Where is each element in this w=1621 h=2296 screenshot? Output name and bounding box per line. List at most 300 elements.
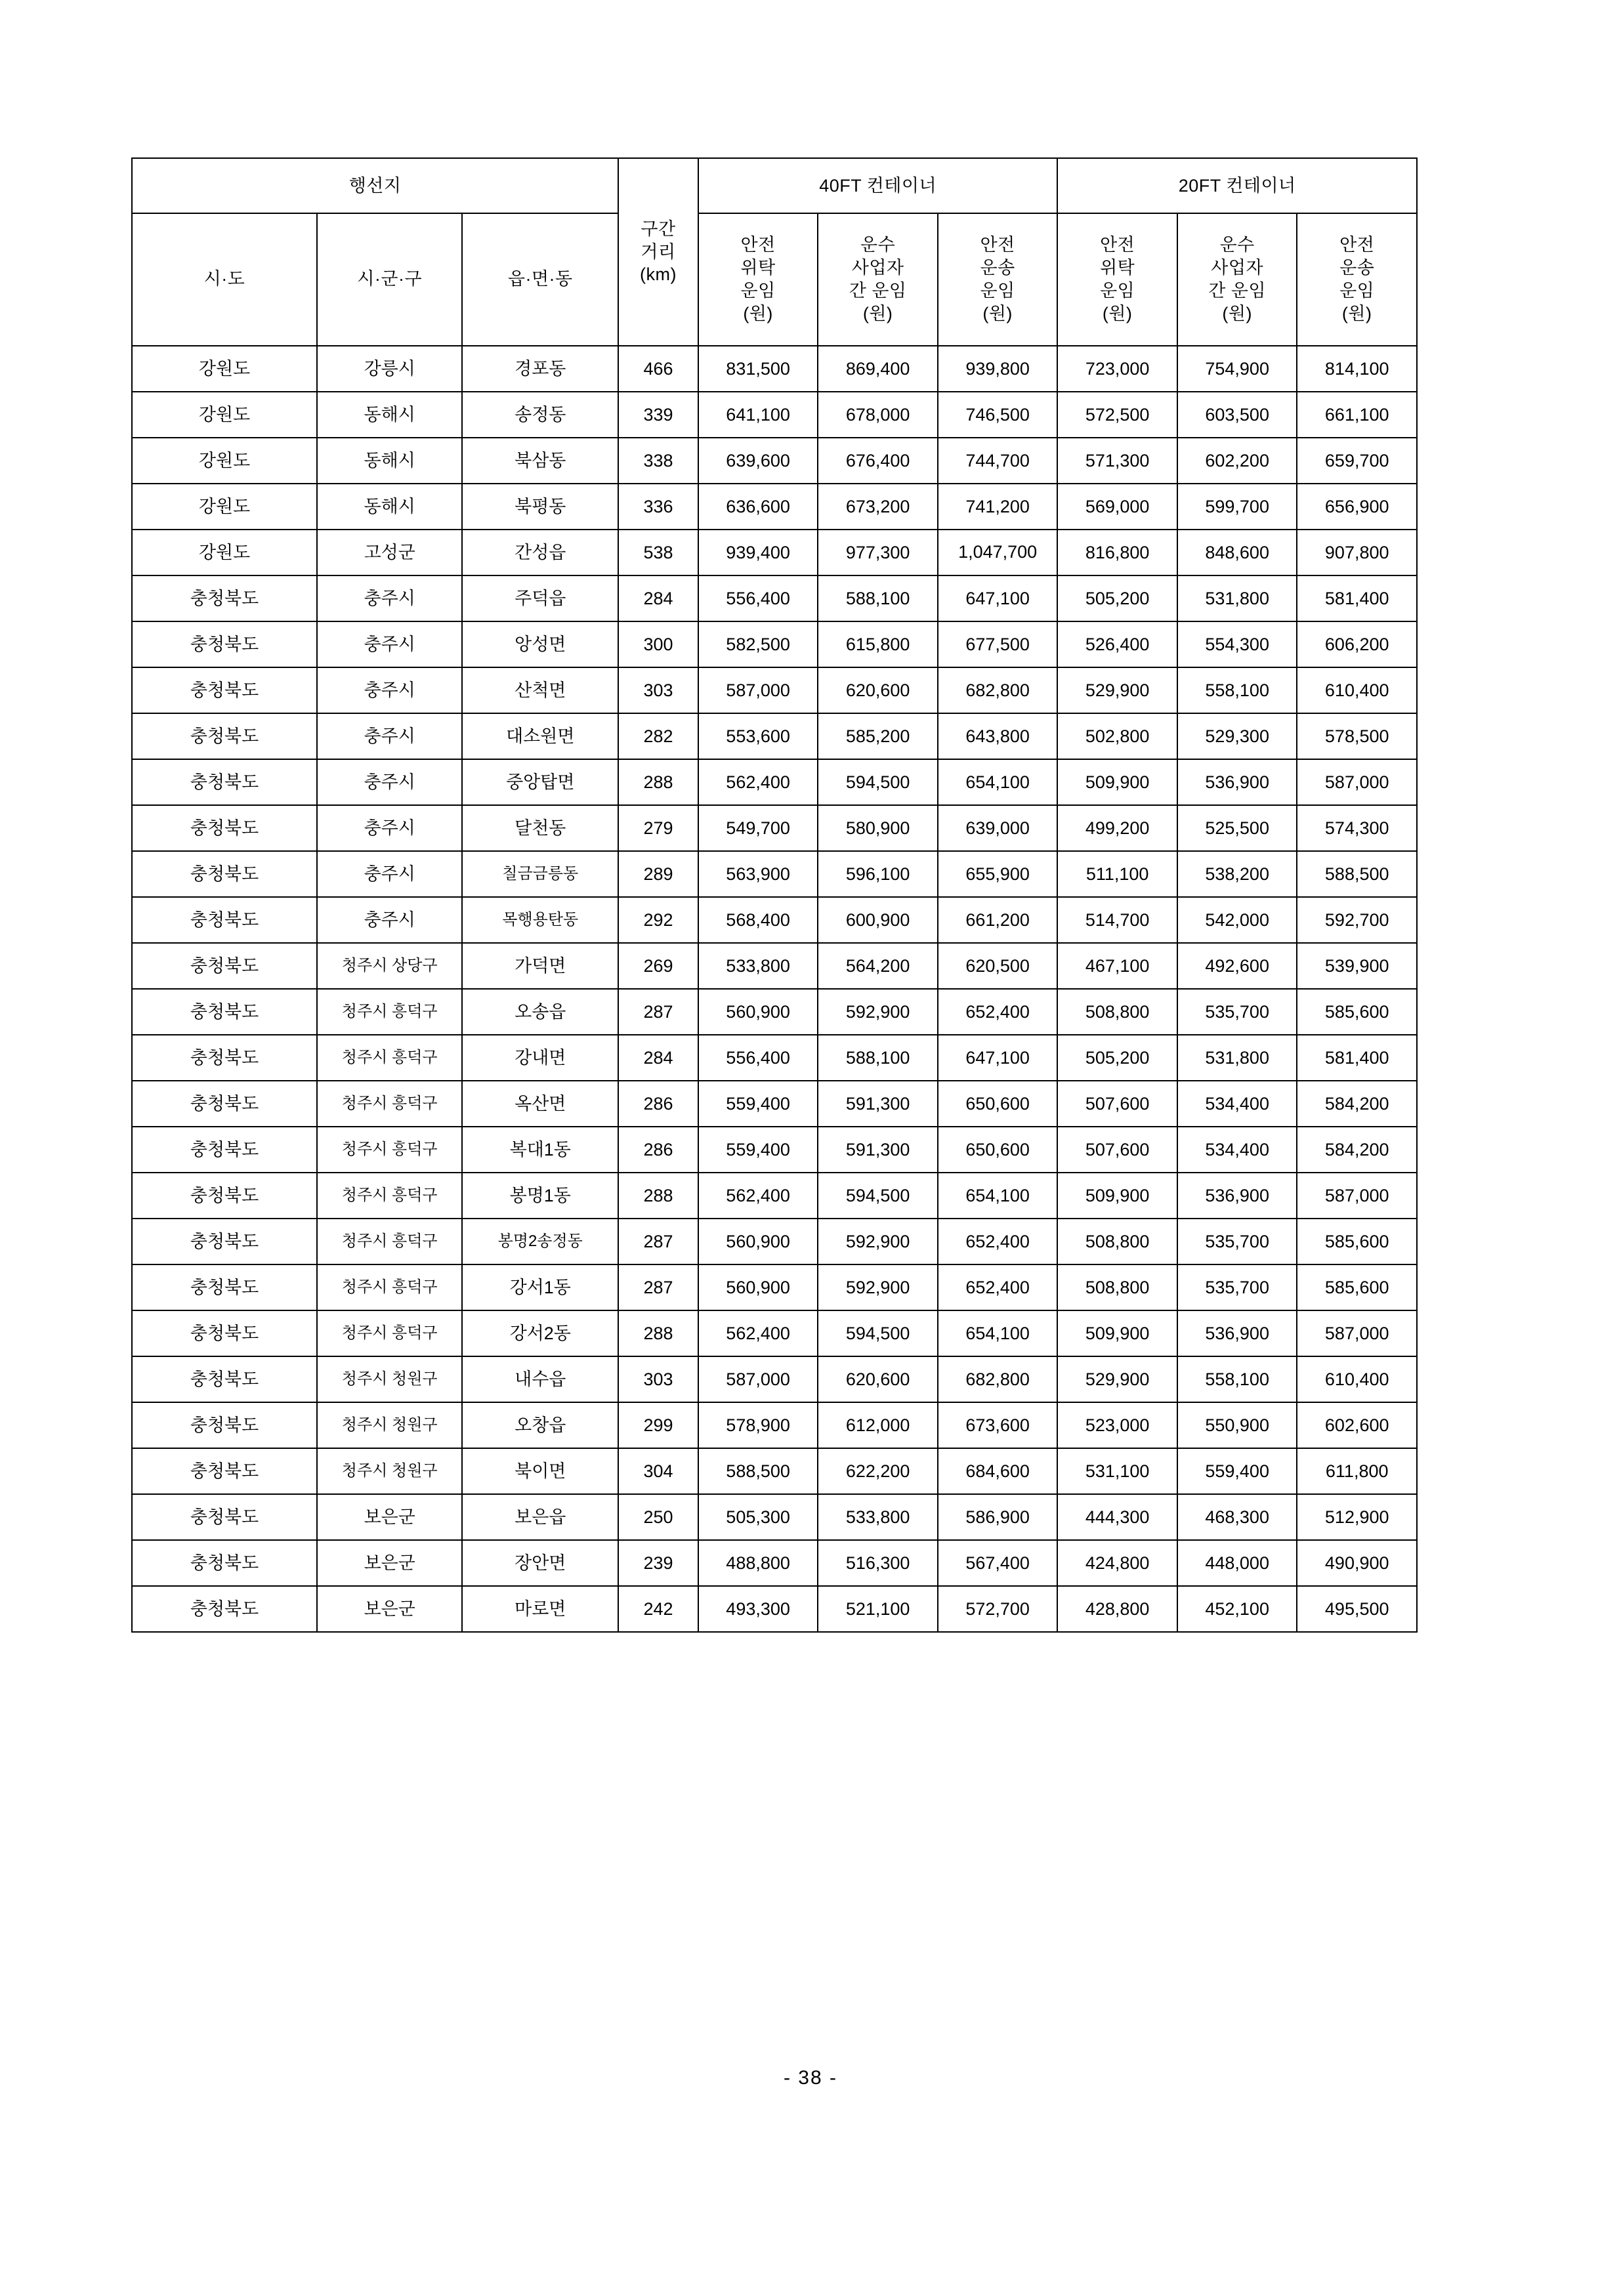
cell-eupmyeondong: 봉명2송정동 <box>462 1219 618 1264</box>
cell-40ft-safe-consign: 556,400 <box>698 1035 818 1081</box>
cell-20ft-safe-consign: 508,800 <box>1057 1264 1177 1310</box>
cell-20ft-safe-transport: 602,600 <box>1297 1402 1417 1448</box>
cell-40ft-safe-consign: 560,900 <box>698 989 818 1035</box>
cell-20ft-carrier: 550,900 <box>1177 1402 1297 1448</box>
cell-20ft-safe-consign: 723,000 <box>1057 346 1177 392</box>
table-row <box>132 851 1417 897</box>
cell-distance: 282 <box>618 713 698 759</box>
table-row <box>132 667 1417 713</box>
cell-sido: 강원도 <box>132 484 317 530</box>
cell-distance: 287 <box>618 1219 698 1264</box>
header-40ft-carrier-l3: 간 운임 <box>849 281 907 301</box>
table-row <box>132 1081 1417 1127</box>
cell-20ft-carrier: 602,200 <box>1177 438 1297 484</box>
freight-rate-table <box>131 157 1418 1633</box>
header-40ft-safe-consign-l3: 운임 <box>740 281 776 301</box>
cell-sido: 충청북도 <box>132 1494 317 1540</box>
cell-20ft-carrier: 599,700 <box>1177 484 1297 530</box>
cell-20ft-safe-transport: 611,800 <box>1297 1448 1417 1494</box>
header-40ft-safe-transport-l1: 안전 <box>980 234 1015 255</box>
cell-40ft-safe-consign: 562,400 <box>698 1310 818 1356</box>
header-40ft-safe-transport-l4: (원) <box>982 304 1013 324</box>
cell-20ft-safe-consign: 507,600 <box>1057 1081 1177 1127</box>
cell-20ft-carrier: 754,900 <box>1177 346 1297 392</box>
cell-distance: 339 <box>618 392 698 438</box>
cell-sido: 충청북도 <box>132 1402 317 1448</box>
cell-40ft-carrier: 594,500 <box>818 759 938 805</box>
cell-20ft-carrier: 525,500 <box>1177 805 1297 851</box>
cell-eupmyeondong: 앙성면 <box>462 621 618 667</box>
header-40ft-carrier-l1: 운수 <box>860 234 896 255</box>
cell-40ft-safe-transport: 654,100 <box>938 1310 1058 1356</box>
cell-distance: 304 <box>618 1448 698 1494</box>
cell-20ft-safe-transport: 539,900 <box>1297 943 1417 989</box>
cell-20ft-safe-consign: 523,000 <box>1057 1402 1177 1448</box>
cell-40ft-safe-transport: 652,400 <box>938 1264 1058 1310</box>
cell-20ft-safe-transport: 814,100 <box>1297 346 1417 392</box>
table-row <box>132 1586 1417 1632</box>
cell-40ft-safe-consign: 939,400 <box>698 530 818 575</box>
cell-eupmyeondong: 오창읍 <box>462 1402 618 1448</box>
cell-sido: 충청북도 <box>132 1540 317 1586</box>
cell-20ft-safe-transport: 610,400 <box>1297 667 1417 713</box>
cell-sido: 충청북도 <box>132 1173 317 1219</box>
cell-eupmyeondong: 복대1동 <box>462 1127 618 1173</box>
cell-sigungu: 청주시 상당구 <box>317 943 462 989</box>
cell-20ft-carrier: 529,300 <box>1177 713 1297 759</box>
cell-sigungu: 충주시 <box>317 851 462 897</box>
cell-sido: 강원도 <box>132 530 317 575</box>
cell-40ft-safe-consign: 562,400 <box>698 1173 818 1219</box>
table-row <box>132 1310 1417 1356</box>
cell-40ft-safe-transport: 650,600 <box>938 1081 1058 1127</box>
cell-eupmyeondong: 달천동 <box>462 805 618 851</box>
cell-sido: 강원도 <box>132 392 317 438</box>
cell-20ft-safe-consign: 526,400 <box>1057 621 1177 667</box>
cell-20ft-carrier: 534,400 <box>1177 1081 1297 1127</box>
cell-eupmyeondong: 내수읍 <box>462 1356 618 1402</box>
cell-20ft-safe-transport: 585,600 <box>1297 989 1417 1035</box>
cell-sigungu: 충주시 <box>317 897 462 943</box>
table-row <box>132 1402 1417 1448</box>
header-distance <box>618 158 698 346</box>
cell-sido: 충청북도 <box>132 1448 317 1494</box>
cell-20ft-safe-transport: 592,700 <box>1297 897 1417 943</box>
header-40ft-safe-transport <box>938 213 1058 346</box>
cell-40ft-safe-transport: 650,600 <box>938 1127 1058 1173</box>
cell-40ft-carrier: 676,400 <box>818 438 938 484</box>
cell-sido: 충청북도 <box>132 667 317 713</box>
cell-20ft-safe-consign: 509,900 <box>1057 759 1177 805</box>
cell-sigungu: 보은군 <box>317 1586 462 1632</box>
cell-eupmyeondong: 대소원면 <box>462 713 618 759</box>
cell-distance: 292 <box>618 897 698 943</box>
cell-sido: 충청북도 <box>132 621 317 667</box>
cell-20ft-carrier: 559,400 <box>1177 1448 1297 1494</box>
cell-20ft-safe-transport: 661,100 <box>1297 392 1417 438</box>
table-row <box>132 1494 1417 1540</box>
cell-eupmyeondong: 봉명1동 <box>462 1173 618 1219</box>
header-20ft-safe-consign <box>1057 213 1177 346</box>
cell-sigungu: 보은군 <box>317 1540 462 1586</box>
cell-sigungu: 충주시 <box>317 713 462 759</box>
cell-sido: 충청북도 <box>132 575 317 621</box>
cell-40ft-safe-consign: 641,100 <box>698 392 818 438</box>
cell-40ft-safe-consign: 568,400 <box>698 897 818 943</box>
cell-40ft-carrier: 516,300 <box>818 1540 938 1586</box>
cell-eupmyeondong: 북삼동 <box>462 438 618 484</box>
table-row <box>132 575 1417 621</box>
header-40ft-safe-consign <box>698 213 818 346</box>
header-20ft-safe-transport-l4: (원) <box>1341 304 1372 324</box>
cell-20ft-safe-consign: 499,200 <box>1057 805 1177 851</box>
cell-40ft-safe-transport: 572,700 <box>938 1586 1058 1632</box>
cell-40ft-carrier: 591,300 <box>818 1081 938 1127</box>
header-sido: 시·도 <box>132 213 317 346</box>
cell-sido: 충청북도 <box>132 1310 317 1356</box>
cell-40ft-safe-consign: 563,900 <box>698 851 818 897</box>
cell-20ft-safe-transport: 495,500 <box>1297 1586 1417 1632</box>
cell-sigungu: 청주시 흥덕구 <box>317 1127 462 1173</box>
cell-sigungu: 충주시 <box>317 667 462 713</box>
cell-eupmyeondong: 송정동 <box>462 392 618 438</box>
cell-sigungu: 청주시 흥덕구 <box>317 1264 462 1310</box>
header-distance-line3: (km) <box>640 264 677 285</box>
cell-40ft-carrier: 533,800 <box>818 1494 938 1540</box>
cell-eupmyeondong: 보은읍 <box>462 1494 618 1540</box>
cell-20ft-safe-transport: 587,000 <box>1297 1173 1417 1219</box>
cell-40ft-safe-consign: 549,700 <box>698 805 818 851</box>
cell-20ft-safe-transport: 578,500 <box>1297 713 1417 759</box>
cell-distance: 288 <box>618 759 698 805</box>
cell-40ft-carrier: 592,900 <box>818 989 938 1035</box>
cell-20ft-safe-transport: 587,000 <box>1297 759 1417 805</box>
cell-eupmyeondong: 중앙탑면 <box>462 759 618 805</box>
cell-eupmyeondong: 간성읍 <box>462 530 618 575</box>
cell-sido: 충청북도 <box>132 1356 317 1402</box>
cell-sido: 충청북도 <box>132 1586 317 1632</box>
header-distance-line2: 거리 <box>641 241 676 262</box>
cell-20ft-carrier: 536,900 <box>1177 1310 1297 1356</box>
cell-40ft-safe-consign: 505,300 <box>698 1494 818 1540</box>
cell-distance: 284 <box>618 1035 698 1081</box>
header-20ft-carrier-l1: 운수 <box>1219 234 1255 255</box>
cell-40ft-carrier: 592,900 <box>818 1219 938 1264</box>
cell-distance: 299 <box>618 1402 698 1448</box>
table-row <box>132 392 1417 438</box>
cell-distance: 286 <box>618 1127 698 1173</box>
cell-40ft-carrier: 592,900 <box>818 1264 938 1310</box>
cell-40ft-safe-transport: 677,500 <box>938 621 1058 667</box>
table-row <box>132 621 1417 667</box>
cell-40ft-safe-transport: 652,400 <box>938 989 1058 1035</box>
cell-40ft-carrier: 588,100 <box>818 1035 938 1081</box>
cell-sigungu: 고성군 <box>317 530 462 575</box>
cell-40ft-carrier: 612,000 <box>818 1402 938 1448</box>
cell-20ft-carrier: 542,000 <box>1177 897 1297 943</box>
table-row <box>132 1127 1417 1173</box>
cell-20ft-safe-transport: 656,900 <box>1297 484 1417 530</box>
table-row <box>132 759 1417 805</box>
cell-20ft-safe-transport: 606,200 <box>1297 621 1417 667</box>
cell-40ft-carrier: 591,300 <box>818 1127 938 1173</box>
cell-distance: 286 <box>618 1081 698 1127</box>
cell-sido: 충청북도 <box>132 1127 317 1173</box>
cell-40ft-safe-transport: 744,700 <box>938 438 1058 484</box>
cell-20ft-carrier: 535,700 <box>1177 1219 1297 1264</box>
cell-sigungu: 청주시 청원구 <box>317 1356 462 1402</box>
table-body <box>132 346 1417 1632</box>
cell-sigungu: 청주시 흥덕구 <box>317 1035 462 1081</box>
cell-20ft-carrier: 554,300 <box>1177 621 1297 667</box>
cell-20ft-safe-transport: 581,400 <box>1297 575 1417 621</box>
cell-sigungu: 청주시 흥덕구 <box>317 1310 462 1356</box>
cell-40ft-safe-consign: 560,900 <box>698 1219 818 1264</box>
cell-20ft-safe-transport: 588,500 <box>1297 851 1417 897</box>
cell-40ft-safe-consign: 636,600 <box>698 484 818 530</box>
table-row <box>132 897 1417 943</box>
header-group-20ft: 20FT 컨테이너 <box>1057 158 1417 213</box>
cell-20ft-safe-consign: 508,800 <box>1057 989 1177 1035</box>
cell-20ft-safe-consign: 511,100 <box>1057 851 1177 897</box>
cell-40ft-safe-transport: 655,900 <box>938 851 1058 897</box>
cell-40ft-safe-consign: 588,500 <box>698 1448 818 1494</box>
cell-40ft-safe-transport: 684,600 <box>938 1448 1058 1494</box>
table-row <box>132 989 1417 1035</box>
cell-eupmyeondong: 강서2동 <box>462 1310 618 1356</box>
cell-20ft-carrier: 536,900 <box>1177 1173 1297 1219</box>
cell-20ft-carrier: 848,600 <box>1177 530 1297 575</box>
cell-sigungu: 청주시 흥덕구 <box>317 1173 462 1219</box>
cell-20ft-safe-consign: 529,900 <box>1057 1356 1177 1402</box>
cell-40ft-carrier: 596,100 <box>818 851 938 897</box>
cell-40ft-carrier: 580,900 <box>818 805 938 851</box>
table-row <box>132 805 1417 851</box>
cell-eupmyeondong: 오송읍 <box>462 989 618 1035</box>
cell-distance: 466 <box>618 346 698 392</box>
header-40ft-safe-consign-l1: 안전 <box>740 234 776 255</box>
cell-sigungu: 청주시 흥덕구 <box>317 989 462 1035</box>
cell-40ft-safe-transport: 654,100 <box>938 1173 1058 1219</box>
cell-20ft-safe-consign: 444,300 <box>1057 1494 1177 1540</box>
cell-40ft-safe-transport: 647,100 <box>938 575 1058 621</box>
cell-40ft-safe-consign: 488,800 <box>698 1540 818 1586</box>
cell-distance: 303 <box>618 667 698 713</box>
cell-40ft-safe-consign: 559,400 <box>698 1081 818 1127</box>
cell-eupmyeondong: 경포동 <box>462 346 618 392</box>
cell-20ft-safe-consign: 529,900 <box>1057 667 1177 713</box>
cell-distance: 287 <box>618 989 698 1035</box>
cell-40ft-safe-transport: 652,400 <box>938 1219 1058 1264</box>
cell-40ft-safe-transport: 567,400 <box>938 1540 1058 1586</box>
cell-20ft-safe-transport: 585,600 <box>1297 1264 1417 1310</box>
cell-40ft-carrier: 620,600 <box>818 1356 938 1402</box>
cell-eupmyeondong: 강내면 <box>462 1035 618 1081</box>
cell-40ft-safe-consign: 578,900 <box>698 1402 818 1448</box>
table-row <box>132 1540 1417 1586</box>
cell-40ft-carrier: 588,100 <box>818 575 938 621</box>
cell-sido: 충청북도 <box>132 805 317 851</box>
header-20ft-safe-consign-l4: (원) <box>1102 304 1133 324</box>
table-header <box>132 158 1417 346</box>
cell-distance: 289 <box>618 851 698 897</box>
cell-20ft-carrier: 603,500 <box>1177 392 1297 438</box>
header-20ft-safe-transport-l1: 안전 <box>1339 234 1375 255</box>
cell-20ft-safe-transport: 584,200 <box>1297 1081 1417 1127</box>
cell-sigungu: 충주시 <box>317 575 462 621</box>
cell-20ft-safe-transport: 574,300 <box>1297 805 1417 851</box>
header-20ft-safe-consign-l1: 안전 <box>1100 234 1135 255</box>
cell-sido: 충청북도 <box>132 713 317 759</box>
cell-20ft-safe-consign: 508,800 <box>1057 1219 1177 1264</box>
table-row <box>132 1356 1417 1402</box>
cell-distance: 538 <box>618 530 698 575</box>
header-40ft-carrier-l4: (원) <box>862 304 893 324</box>
cell-sigungu: 충주시 <box>317 621 462 667</box>
cell-40ft-safe-transport: 647,100 <box>938 1035 1058 1081</box>
cell-distance: 279 <box>618 805 698 851</box>
cell-distance: 336 <box>618 484 698 530</box>
cell-sido: 충청북도 <box>132 851 317 897</box>
cell-eupmyeondong: 주덕읍 <box>462 575 618 621</box>
cell-sigungu: 동해시 <box>317 392 462 438</box>
cell-40ft-safe-consign: 533,800 <box>698 943 818 989</box>
table-row <box>132 943 1417 989</box>
cell-20ft-carrier: 448,000 <box>1177 1540 1297 1586</box>
cell-distance: 288 <box>618 1173 698 1219</box>
cell-sigungu: 충주시 <box>317 759 462 805</box>
cell-20ft-safe-transport: 587,000 <box>1297 1310 1417 1356</box>
cell-20ft-safe-transport: 585,600 <box>1297 1219 1417 1264</box>
cell-40ft-safe-transport: 741,200 <box>938 484 1058 530</box>
cell-sido: 강원도 <box>132 438 317 484</box>
cell-20ft-carrier: 531,800 <box>1177 1035 1297 1081</box>
cell-20ft-safe-consign: 571,300 <box>1057 438 1177 484</box>
cell-distance: 250 <box>618 1494 698 1540</box>
cell-20ft-safe-transport: 512,900 <box>1297 1494 1417 1540</box>
cell-sido: 충청북도 <box>132 1219 317 1264</box>
cell-distance: 269 <box>618 943 698 989</box>
cell-40ft-carrier: 673,200 <box>818 484 938 530</box>
cell-distance: 242 <box>618 1586 698 1632</box>
cell-20ft-safe-transport: 659,700 <box>1297 438 1417 484</box>
cell-eupmyeondong: 칠금금릉동 <box>462 851 618 897</box>
cell-20ft-carrier: 558,100 <box>1177 667 1297 713</box>
cell-20ft-safe-consign: 572,500 <box>1057 392 1177 438</box>
cell-40ft-safe-consign: 587,000 <box>698 667 818 713</box>
cell-eupmyeondong: 강서1동 <box>462 1264 618 1310</box>
cell-40ft-carrier: 521,100 <box>818 1586 938 1632</box>
header-20ft-safe-transport-l3: 운임 <box>1339 281 1375 301</box>
cell-distance: 284 <box>618 575 698 621</box>
cell-40ft-safe-consign: 639,600 <box>698 438 818 484</box>
header-40ft-carrier-l2: 사업자 <box>851 257 904 278</box>
cell-20ft-safe-consign: 509,900 <box>1057 1173 1177 1219</box>
header-20ft-safe-transport <box>1297 213 1417 346</box>
table-row <box>132 713 1417 759</box>
cell-sido: 충청북도 <box>132 1035 317 1081</box>
cell-sido: 충청북도 <box>132 897 317 943</box>
cell-40ft-safe-consign: 559,400 <box>698 1127 818 1173</box>
table-row <box>132 530 1417 575</box>
cell-eupmyeondong: 옥산면 <box>462 1081 618 1127</box>
header-20ft-carrier <box>1177 213 1297 346</box>
header-group-40ft: 40FT 컨테이너 <box>698 158 1058 213</box>
cell-sido: 충청북도 <box>132 1264 317 1310</box>
cell-40ft-safe-transport: 682,800 <box>938 667 1058 713</box>
header-sigungu: 시·군·구 <box>317 213 462 346</box>
cell-40ft-safe-consign: 556,400 <box>698 575 818 621</box>
cell-sido: 충청북도 <box>132 759 317 805</box>
cell-sido: 충청북도 <box>132 1081 317 1127</box>
cell-40ft-carrier: 615,800 <box>818 621 938 667</box>
cell-20ft-safe-consign: 467,100 <box>1057 943 1177 989</box>
cell-40ft-safe-consign: 560,900 <box>698 1264 818 1310</box>
cell-20ft-carrier: 468,300 <box>1177 1494 1297 1540</box>
cell-sigungu: 동해시 <box>317 484 462 530</box>
cell-40ft-safe-transport: 654,100 <box>938 759 1058 805</box>
table-row <box>132 1035 1417 1081</box>
cell-20ft-carrier: 531,800 <box>1177 575 1297 621</box>
cell-40ft-carrier: 594,500 <box>818 1310 938 1356</box>
cell-40ft-carrier: 585,200 <box>818 713 938 759</box>
cell-40ft-carrier: 622,200 <box>818 1448 938 1494</box>
cell-eupmyeondong: 북평동 <box>462 484 618 530</box>
cell-20ft-carrier: 538,200 <box>1177 851 1297 897</box>
header-destination-group: 행선지 <box>132 158 618 213</box>
cell-40ft-safe-consign: 562,400 <box>698 759 818 805</box>
cell-sigungu: 청주시 청원구 <box>317 1402 462 1448</box>
cell-20ft-carrier: 492,600 <box>1177 943 1297 989</box>
header-40ft-safe-consign-l4: (원) <box>743 304 773 324</box>
cell-sigungu: 강릉시 <box>317 346 462 392</box>
cell-eupmyeondong: 장안면 <box>462 1540 618 1586</box>
cell-20ft-safe-consign: 502,800 <box>1057 713 1177 759</box>
cell-sido: 강원도 <box>132 346 317 392</box>
cell-40ft-safe-transport: 746,500 <box>938 392 1058 438</box>
cell-20ft-carrier: 535,700 <box>1177 989 1297 1035</box>
cell-distance: 288 <box>618 1310 698 1356</box>
cell-eupmyeondong: 북이면 <box>462 1448 618 1494</box>
cell-sido: 충청북도 <box>132 943 317 989</box>
cell-sigungu: 보은군 <box>317 1494 462 1540</box>
cell-20ft-safe-consign: 507,600 <box>1057 1127 1177 1173</box>
cell-40ft-safe-consign: 553,600 <box>698 713 818 759</box>
cell-40ft-safe-transport: 639,000 <box>938 805 1058 851</box>
cell-40ft-safe-transport: 620,500 <box>938 943 1058 989</box>
cell-40ft-safe-transport: 682,800 <box>938 1356 1058 1402</box>
cell-20ft-safe-consign: 816,800 <box>1057 530 1177 575</box>
header-20ft-safe-consign-l2: 위탁 <box>1100 257 1135 278</box>
header-20ft-safe-consign-l3: 운임 <box>1100 281 1135 301</box>
header-40ft-safe-transport-l3: 운임 <box>980 281 1015 301</box>
header-40ft-safe-consign-l2: 위탁 <box>740 257 776 278</box>
cell-40ft-safe-consign: 493,300 <box>698 1586 818 1632</box>
cell-40ft-carrier: 678,000 <box>818 392 938 438</box>
cell-distance: 300 <box>618 621 698 667</box>
cell-40ft-safe-consign: 831,500 <box>698 346 818 392</box>
cell-20ft-safe-consign: 514,700 <box>1057 897 1177 943</box>
cell-20ft-carrier: 535,700 <box>1177 1264 1297 1310</box>
cell-40ft-safe-transport: 661,200 <box>938 897 1058 943</box>
page-number: - 38 - <box>783 2067 838 2089</box>
header-20ft-carrier-l4: (원) <box>1222 304 1252 324</box>
cell-20ft-safe-consign: 509,900 <box>1057 1310 1177 1356</box>
table-row <box>132 1264 1417 1310</box>
cell-40ft-safe-transport: 586,900 <box>938 1494 1058 1540</box>
header-eupmyeondong: 읍·면·동 <box>462 213 618 346</box>
table-row <box>132 1219 1417 1264</box>
